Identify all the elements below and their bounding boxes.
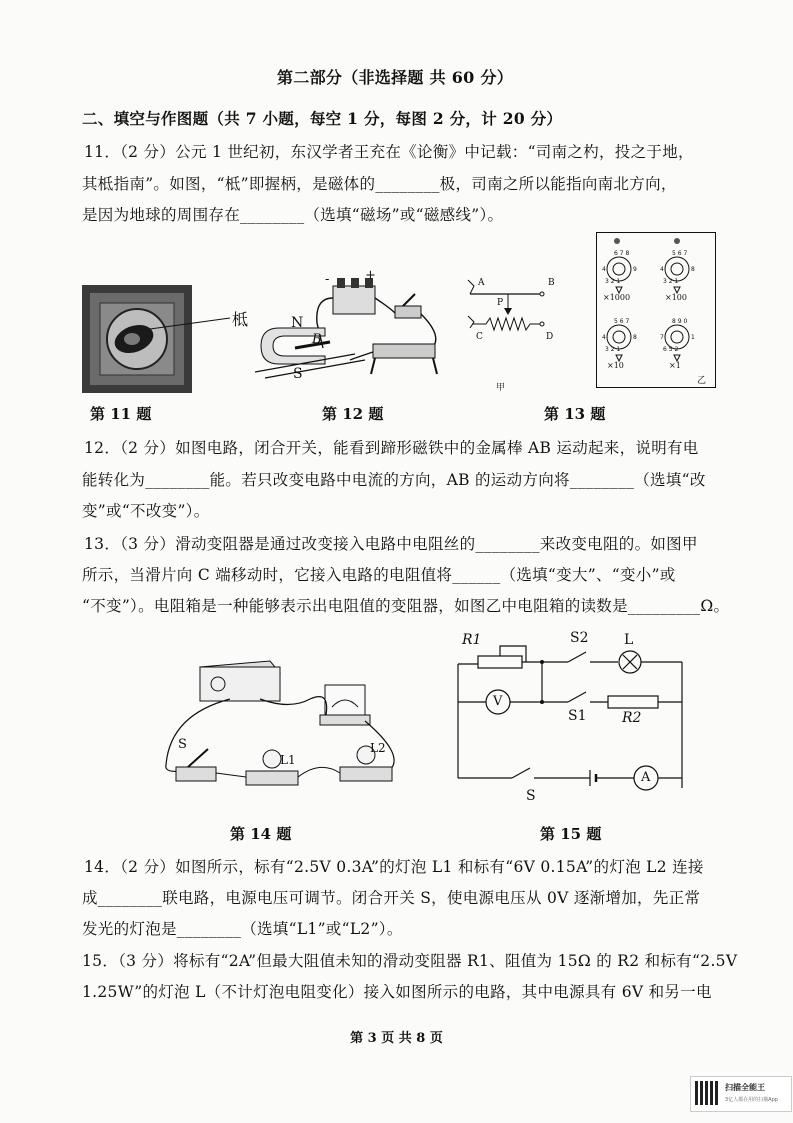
fig13-jia: 甲: [496, 383, 506, 393]
fig14-caption: 第 14 题: [230, 825, 292, 843]
fig15-l: L: [624, 632, 634, 648]
rheostat-diagram: [460, 268, 560, 394]
fig12-caption: 第 12 题: [322, 405, 384, 423]
q12-line2: 能转化为________能。若只改变电路中电流的方向，AB 的运动方向将________（选填“改: [82, 471, 706, 489]
fig13-d: D: [546, 332, 554, 342]
figure-14: [160, 655, 415, 815]
figure-11: [82, 285, 254, 393]
fig15-v: V: [493, 694, 503, 709]
svg-text:3 2 1: 3 2 1: [663, 278, 679, 285]
q11-line1: 11．（2 分）公元 1 世纪初，东汉学者王充在《论衡》中记载：“司南之杓，投之于地，: [84, 143, 694, 161]
fig14-s: S: [178, 737, 187, 752]
svg-text:5 6 7: 5 6 7: [614, 318, 630, 325]
q15-line1: 15．（3 分）将标有“2A”但最大阻值未知的滑动变阻器 R1、阻值为 15Ω 的 R2 和标有“2.5V: [82, 952, 738, 970]
svg-text:8 9 0: 8 9 0: [672, 318, 688, 325]
q14-line1: 14．（2 分）如图所示，标有“2.5V 0.3A”的灯泡 L1 和标有“6V 0.15A”的灯泡 L2 连接: [84, 858, 704, 876]
svg-text:6 7 8: 6 7 8: [614, 250, 630, 257]
part-title: 二、填空与作图题（共 7 小题，每空 1 分，每图 2 分，计 20 分）: [82, 109, 563, 128]
q14-line2: 成________联电路，电源电压可调节。闭合开关 S，使电源电压从 0V 逐渐增加，先正常: [82, 889, 701, 907]
figure-15: [450, 628, 690, 808]
dial-label-10: ×10: [607, 361, 624, 370]
svg-text:7: 7: [660, 334, 664, 341]
section-title: 第二部分（非选择题 共 60 分）: [277, 68, 514, 87]
svg-text:5 6 7: 5 6 7: [672, 250, 688, 257]
motor-circuit-drawing: [255, 268, 455, 398]
q11-line2: 其柢指南”。如图，“柢”即握柄，是磁体的________极，司南之所以能指向南北方向，: [82, 175, 677, 193]
svg-text:8: 8: [633, 334, 637, 341]
scanner-brand: 扫描全能王: [725, 1083, 765, 1092]
q13-line3: “不变”）。电阻箱是一种能够表示出电阻值的变阻器，如图乙中电阻箱的读数是_________Ω。: [82, 597, 730, 615]
svg-text:3 2 1: 3 2 1: [605, 346, 621, 353]
dial-label-100: ×100: [665, 293, 687, 302]
fig15-r2: R2: [622, 710, 642, 726]
fig13-yi: 乙: [697, 376, 707, 386]
fig12-label-n: N: [291, 315, 304, 331]
q12-line1: 12．（2 分）如图电路，闭合开关，能看到蹄形磁铁中的金属棒 AB 运动起来，说明有电: [84, 439, 699, 457]
dial-label-1000: ×1000: [603, 293, 631, 302]
scanner-watermark: [690, 1076, 792, 1112]
q15-line2: 1.25W”的灯泡 L（不计灯泡电阻变化）接入如图所示的电路，其中电源具有 6V 和另一电: [82, 983, 712, 1001]
fig15-s1: S1: [568, 708, 587, 724]
fig13-p: P: [497, 298, 504, 308]
fig14-l2: L2: [370, 741, 386, 755]
qr-code-icon: [695, 1081, 719, 1105]
fig13-c: C: [476, 332, 483, 342]
svg-text:8: 8: [691, 266, 695, 273]
fig12-plus: +: [365, 268, 376, 283]
dial-label-1: ×1: [669, 361, 681, 370]
figure-13-resistance-box: [596, 232, 716, 388]
svg-text:4: 4: [602, 334, 606, 341]
q14-line3: 发光的灯泡是________（选填“L1”或“L2”）。: [82, 920, 403, 938]
fig15-s2: S2: [570, 630, 589, 646]
fig12-label-b: B: [312, 332, 322, 347]
fig11-label-handle: 柢: [232, 310, 249, 329]
sinan-compass-image: [82, 285, 254, 393]
fig15-caption: 第 15 题: [540, 825, 602, 843]
fig14-l1: L1: [280, 753, 296, 767]
figure-13-rheostat: [460, 268, 560, 394]
scanner-slogan: 3亿人都在用的扫描App: [725, 1097, 778, 1103]
fig13-b: B: [548, 278, 555, 288]
svg-text:6 5 2: 6 5 2: [663, 346, 679, 353]
svg-text:9: 9: [633, 266, 637, 273]
fig15-s: S: [526, 788, 536, 804]
series-lamps-circuit: [160, 655, 415, 815]
q13-line2: 所示，当滑片向 C 端移动时，它接入电路的电阻值将______（选填“变大”、“变小”或: [82, 566, 676, 584]
page-footer: 第 3 页 共 8 页: [350, 1031, 443, 1046]
q12-line3: 变”或“不改变”）。: [82, 502, 210, 520]
fig12-minus: -: [325, 272, 330, 287]
q13-line1: 13．（3 分）滑动变阻器是通过改变接入电路中电阻丝的________来改变电阻的。如图甲: [84, 535, 698, 553]
fig13-caption: 第 13 题: [544, 405, 606, 423]
svg-text:4: 4: [602, 266, 606, 273]
fig15-a: A: [641, 770, 651, 785]
fig15-r1: R1: [462, 632, 482, 648]
fig11-caption: 第 11 题: [90, 405, 152, 423]
svg-text:4: 4: [660, 266, 664, 273]
svg-text:1: 1: [691, 334, 695, 341]
fig12-label-s: S: [293, 366, 303, 382]
q11-line3: 是因为地球的周围存在________（选填“磁场”或“磁感线”）。: [82, 206, 504, 224]
fig13-a: A: [478, 278, 485, 288]
figure-12: [255, 268, 455, 398]
svg-text:3 2 1: 3 2 1: [605, 278, 621, 285]
